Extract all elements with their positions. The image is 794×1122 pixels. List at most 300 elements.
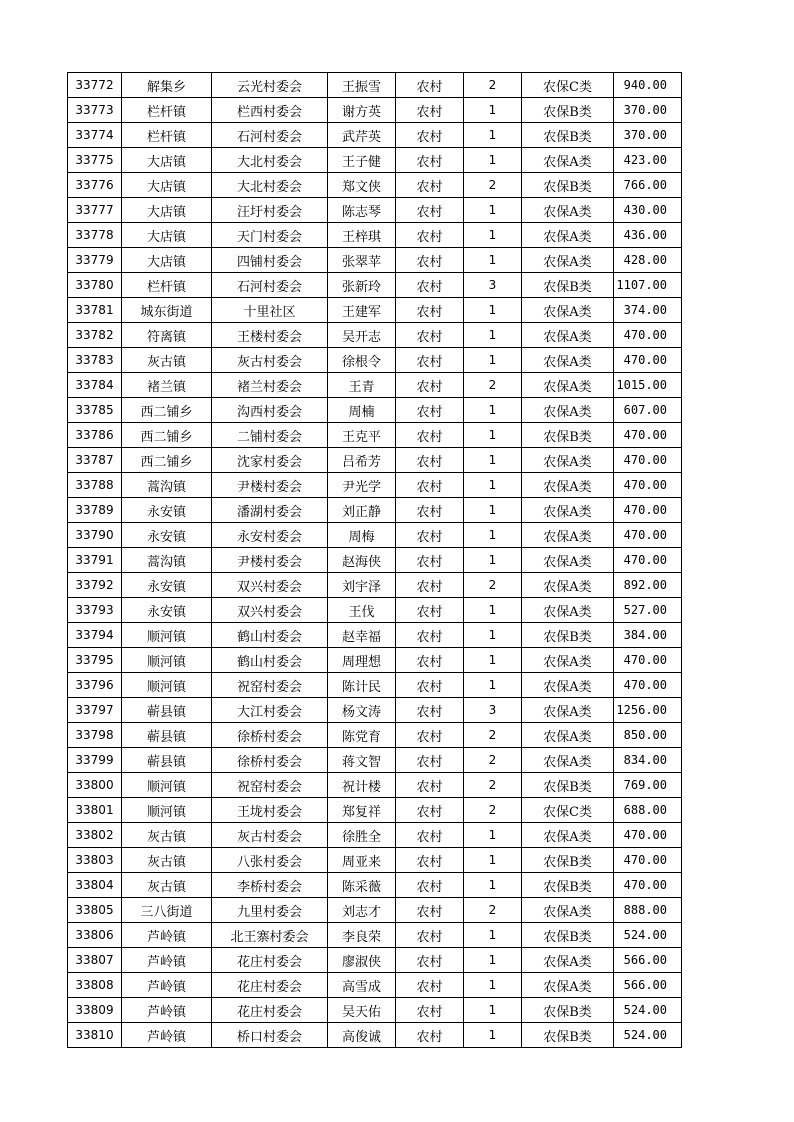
amount-cell: 470.00 [614, 548, 682, 573]
amount-cell: 470.00 [614, 448, 682, 473]
village-cell: 徐桥村委会 [212, 723, 328, 748]
village-cell: 大江村委会 [212, 698, 328, 723]
name-cell: 吕希芳 [328, 448, 396, 473]
name-cell: 王克平 [328, 423, 396, 448]
amount-cell: 470.00 [614, 423, 682, 448]
area-type-cell: 农村 [396, 898, 464, 923]
name-cell: 陈党育 [328, 723, 396, 748]
amount-cell: 1015.00 [614, 373, 682, 398]
record-id-cell: 33790 [68, 523, 122, 548]
insurance-category-cell: 农保A类 [522, 898, 614, 923]
record-id-cell: 33775 [68, 148, 122, 173]
household-count-cell: 1 [464, 548, 522, 573]
name-cell: 周梅 [328, 523, 396, 548]
name-cell: 吴天佑 [328, 998, 396, 1023]
village-cell: 九里村委会 [212, 898, 328, 923]
record-id-cell: 33797 [68, 698, 122, 723]
insurance-category-cell: 农保A类 [522, 198, 614, 223]
area-type-cell: 农村 [396, 123, 464, 148]
area-type-cell: 农村 [396, 948, 464, 973]
record-id-cell: 33809 [68, 998, 122, 1023]
area-type-cell: 农村 [396, 573, 464, 598]
amount-cell: 370.00 [614, 123, 682, 148]
area-type-cell: 农村 [396, 373, 464, 398]
record-id-cell: 33791 [68, 548, 122, 573]
name-cell: 张翠苹 [328, 248, 396, 273]
town-cell: 顺河镇 [122, 673, 212, 698]
record-id-cell: 33776 [68, 173, 122, 198]
name-cell: 刘志才 [328, 898, 396, 923]
record-id-cell: 33799 [68, 748, 122, 773]
household-count-cell: 1 [464, 973, 522, 998]
amount-cell: 470.00 [614, 323, 682, 348]
name-cell: 李良荣 [328, 923, 396, 948]
name-cell: 刘正静 [328, 498, 396, 523]
town-cell: 永安镇 [122, 523, 212, 548]
name-cell: 徐根令 [328, 348, 396, 373]
record-id-cell: 33781 [68, 298, 122, 323]
insurance-category-cell: 农保A类 [522, 573, 614, 598]
insurance-category-cell: 农保C类 [522, 798, 614, 823]
village-cell: 大北村委会 [212, 173, 328, 198]
insurance-category-cell: 农保A类 [522, 973, 614, 998]
village-cell: 灰古村委会 [212, 348, 328, 373]
town-cell: 永安镇 [122, 498, 212, 523]
village-cell: 永安村委会 [212, 523, 328, 548]
table-row [68, 973, 682, 998]
record-id-cell: 33784 [68, 373, 122, 398]
table-row [68, 773, 682, 798]
insurance-category-cell: 农保A类 [522, 373, 614, 398]
amount-cell: 766.00 [614, 173, 682, 198]
name-cell: 武芹英 [328, 123, 396, 148]
record-id-cell: 33806 [68, 923, 122, 948]
village-cell: 鹤山村委会 [212, 648, 328, 673]
record-id-cell: 33778 [68, 223, 122, 248]
record-id-cell: 33773 [68, 98, 122, 123]
household-count-cell: 1 [464, 873, 522, 898]
table-row [68, 998, 682, 1023]
table-row [68, 548, 682, 573]
insurance-category-cell: 农保A类 [522, 448, 614, 473]
name-cell: 祝计楼 [328, 773, 396, 798]
table-row [68, 748, 682, 773]
town-cell: 大店镇 [122, 223, 212, 248]
household-count-cell: 1 [464, 223, 522, 248]
area-type-cell: 农村 [396, 623, 464, 648]
area-type-cell: 农村 [396, 98, 464, 123]
village-cell: 尹楼村委会 [212, 548, 328, 573]
insurance-category-cell: 农保A类 [522, 148, 614, 173]
name-cell: 周亚来 [328, 848, 396, 873]
name-cell: 王伐 [328, 598, 396, 623]
table-row [68, 423, 682, 448]
insurance-category-cell: 农保A类 [522, 473, 614, 498]
household-count-cell: 1 [464, 248, 522, 273]
name-cell: 王振雪 [328, 73, 396, 98]
household-count-cell: 1 [464, 498, 522, 523]
name-cell: 郑文侠 [328, 173, 396, 198]
record-id-cell: 33779 [68, 248, 122, 273]
area-type-cell: 农村 [396, 398, 464, 423]
area-type-cell: 农村 [396, 523, 464, 548]
town-cell: 顺河镇 [122, 648, 212, 673]
record-id-cell: 33804 [68, 873, 122, 898]
town-cell: 芦岭镇 [122, 923, 212, 948]
area-type-cell: 农村 [396, 923, 464, 948]
area-type-cell: 农村 [396, 473, 464, 498]
table-row [68, 398, 682, 423]
insurance-category-cell: 农保B类 [522, 773, 614, 798]
table-row [68, 98, 682, 123]
town-cell: 西二铺乡 [122, 423, 212, 448]
area-type-cell: 农村 [396, 773, 464, 798]
village-cell: 双兴村委会 [212, 573, 328, 598]
name-cell: 周理想 [328, 648, 396, 673]
table-row [68, 73, 682, 98]
household-count-cell: 1 [464, 998, 522, 1023]
amount-cell: 524.00 [614, 923, 682, 948]
record-id-cell: 33782 [68, 323, 122, 348]
area-type-cell: 农村 [396, 823, 464, 848]
record-id-cell: 33801 [68, 798, 122, 823]
village-cell: 十里社区 [212, 298, 328, 323]
household-count-cell: 1 [464, 98, 522, 123]
table-row [68, 198, 682, 223]
name-cell: 尹光学 [328, 473, 396, 498]
table-row [68, 223, 682, 248]
area-type-cell: 农村 [396, 248, 464, 273]
household-count-cell: 1 [464, 948, 522, 973]
insurance-category-cell: 农保A类 [522, 523, 614, 548]
amount-cell: 470.00 [614, 473, 682, 498]
household-count-cell: 1 [464, 123, 522, 148]
household-count-cell: 2 [464, 573, 522, 598]
village-cell: 石河村委会 [212, 273, 328, 298]
amount-cell: 423.00 [614, 148, 682, 173]
record-id-cell: 33783 [68, 348, 122, 373]
household-count-cell: 1 [464, 848, 522, 873]
village-cell: 花庄村委会 [212, 948, 328, 973]
table-row [68, 923, 682, 948]
insurance-category-cell: 农保A类 [522, 748, 614, 773]
area-type-cell: 农村 [396, 798, 464, 823]
area-type-cell: 农村 [396, 298, 464, 323]
record-id-cell: 33795 [68, 648, 122, 673]
amount-cell: 384.00 [614, 623, 682, 648]
town-cell: 灰古镇 [122, 348, 212, 373]
name-cell: 廖淑侠 [328, 948, 396, 973]
area-type-cell: 农村 [396, 148, 464, 173]
town-cell: 顺河镇 [122, 623, 212, 648]
insurance-category-cell: 农保B类 [522, 873, 614, 898]
name-cell: 杨文涛 [328, 698, 396, 723]
village-cell: 潘湖村委会 [212, 498, 328, 523]
household-count-cell: 2 [464, 798, 522, 823]
town-cell: 城东街道 [122, 298, 212, 323]
village-cell: 王楼村委会 [212, 323, 328, 348]
area-type-cell: 农村 [396, 598, 464, 623]
household-count-cell: 2 [464, 898, 522, 923]
village-cell: 石河村委会 [212, 123, 328, 148]
amount-cell: 892.00 [614, 573, 682, 598]
area-type-cell: 农村 [396, 748, 464, 773]
insurance-category-cell: 农保A类 [522, 298, 614, 323]
table-row [68, 798, 682, 823]
insurance-category-cell: 农保B类 [522, 623, 614, 648]
name-cell: 吴开志 [328, 323, 396, 348]
town-cell: 大店镇 [122, 148, 212, 173]
village-cell: 云光村委会 [212, 73, 328, 98]
household-count-cell: 1 [464, 323, 522, 348]
insurance-category-cell: 农保A类 [522, 698, 614, 723]
record-id-cell: 33774 [68, 123, 122, 148]
record-id-cell: 33800 [68, 773, 122, 798]
insurance-category-cell: 农保B类 [522, 423, 614, 448]
village-cell: 北王寨村委会 [212, 923, 328, 948]
village-cell: 灰古村委会 [212, 823, 328, 848]
area-type-cell: 农村 [396, 173, 464, 198]
amount-cell: 470.00 [614, 848, 682, 873]
household-count-cell: 2 [464, 773, 522, 798]
area-type-cell: 农村 [396, 198, 464, 223]
town-cell: 芦岭镇 [122, 973, 212, 998]
name-cell: 周楠 [328, 398, 396, 423]
town-cell: 灰古镇 [122, 848, 212, 873]
table-row [68, 323, 682, 348]
insurance-category-cell: 农保A类 [522, 323, 614, 348]
household-count-cell: 1 [464, 148, 522, 173]
name-cell: 张新玲 [328, 273, 396, 298]
amount-cell: 769.00 [614, 773, 682, 798]
amount-cell: 1107.00 [614, 273, 682, 298]
village-cell: 花庄村委会 [212, 998, 328, 1023]
town-cell: 永安镇 [122, 573, 212, 598]
table-row [68, 498, 682, 523]
table-row [68, 873, 682, 898]
area-type-cell: 农村 [396, 223, 464, 248]
household-count-cell: 1 [464, 448, 522, 473]
record-id-cell: 33793 [68, 598, 122, 623]
table-row [68, 123, 682, 148]
table-row [68, 248, 682, 273]
amount-cell: 834.00 [614, 748, 682, 773]
household-count-cell: 1 [464, 1023, 522, 1048]
household-count-cell: 1 [464, 398, 522, 423]
area-type-cell: 农村 [396, 1023, 464, 1048]
town-cell: 芦岭镇 [122, 948, 212, 973]
table-body [68, 73, 682, 1048]
town-cell: 蒿沟镇 [122, 548, 212, 573]
village-cell: 四铺村委会 [212, 248, 328, 273]
area-type-cell: 农村 [396, 548, 464, 573]
town-cell: 灰古镇 [122, 873, 212, 898]
village-cell: 桥口村委会 [212, 1023, 328, 1048]
town-cell: 蕲县镇 [122, 748, 212, 773]
town-cell: 符离镇 [122, 323, 212, 348]
insurance-category-cell: 农保A类 [522, 348, 614, 373]
record-id-cell: 33788 [68, 473, 122, 498]
table-row [68, 848, 682, 873]
area-type-cell: 农村 [396, 848, 464, 873]
town-cell: 永安镇 [122, 598, 212, 623]
name-cell: 蒋文智 [328, 748, 396, 773]
insurance-category-cell: 农保A类 [522, 948, 614, 973]
town-cell: 解集乡 [122, 73, 212, 98]
record-id-cell: 33792 [68, 573, 122, 598]
name-cell: 谢方英 [328, 98, 396, 123]
household-count-cell: 1 [464, 198, 522, 223]
village-cell: 祝窑村委会 [212, 673, 328, 698]
village-cell: 二铺村委会 [212, 423, 328, 448]
household-count-cell: 1 [464, 648, 522, 673]
amount-cell: 940.00 [614, 73, 682, 98]
record-id-cell: 33803 [68, 848, 122, 873]
amount-cell: 566.00 [614, 948, 682, 973]
table-row [68, 723, 682, 748]
table-row [68, 598, 682, 623]
insurance-category-cell: 农保A类 [522, 248, 614, 273]
amount-cell: 470.00 [614, 523, 682, 548]
household-count-cell: 2 [464, 723, 522, 748]
record-id-cell: 33796 [68, 673, 122, 698]
household-count-cell: 1 [464, 423, 522, 448]
name-cell: 高俊诚 [328, 1023, 396, 1048]
household-count-cell: 2 [464, 173, 522, 198]
insurance-category-cell: 农保A类 [522, 398, 614, 423]
amount-cell: 888.00 [614, 898, 682, 923]
area-type-cell: 农村 [396, 648, 464, 673]
table-row [68, 898, 682, 923]
data-table [67, 72, 682, 1048]
amount-cell: 607.00 [614, 398, 682, 423]
village-cell: 尹楼村委会 [212, 473, 328, 498]
household-count-cell: 2 [464, 373, 522, 398]
name-cell: 王子健 [328, 148, 396, 173]
insurance-category-cell: 农保B类 [522, 998, 614, 1023]
amount-cell: 470.00 [614, 348, 682, 373]
insurance-category-cell: 农保B类 [522, 98, 614, 123]
village-cell: 沟西村委会 [212, 398, 328, 423]
area-type-cell: 农村 [396, 873, 464, 898]
amount-cell: 436.00 [614, 223, 682, 248]
record-id-cell: 33772 [68, 73, 122, 98]
amount-cell: 566.00 [614, 973, 682, 998]
household-count-cell: 2 [464, 748, 522, 773]
insurance-category-cell: 农保B类 [522, 923, 614, 948]
area-type-cell: 农村 [396, 73, 464, 98]
household-count-cell: 1 [464, 473, 522, 498]
table-row [68, 948, 682, 973]
amount-cell: 470.00 [614, 648, 682, 673]
household-count-cell: 1 [464, 298, 522, 323]
table-row [68, 698, 682, 723]
village-cell: 花庄村委会 [212, 973, 328, 998]
name-cell: 刘宇泽 [328, 573, 396, 598]
village-cell: 双兴村委会 [212, 598, 328, 623]
area-type-cell: 农村 [396, 423, 464, 448]
insurance-category-cell: 农保B类 [522, 1023, 614, 1048]
table-row [68, 298, 682, 323]
household-count-cell: 1 [464, 523, 522, 548]
town-cell: 栏杆镇 [122, 123, 212, 148]
household-count-cell: 3 [464, 698, 522, 723]
table-row [68, 573, 682, 598]
town-cell: 大店镇 [122, 173, 212, 198]
area-type-cell: 农村 [396, 348, 464, 373]
town-cell: 西二铺乡 [122, 448, 212, 473]
village-cell: 栏西村委会 [212, 98, 328, 123]
town-cell: 灰古镇 [122, 823, 212, 848]
amount-cell: 850.00 [614, 723, 682, 748]
area-type-cell: 农村 [396, 323, 464, 348]
table-row [68, 623, 682, 648]
table-row [68, 823, 682, 848]
record-id-cell: 33786 [68, 423, 122, 448]
record-id-cell: 33805 [68, 898, 122, 923]
name-cell: 王梓琪 [328, 223, 396, 248]
town-cell: 芦岭镇 [122, 1023, 212, 1048]
household-count-cell: 1 [464, 673, 522, 698]
village-cell: 徐桥村委会 [212, 748, 328, 773]
amount-cell: 428.00 [614, 248, 682, 273]
area-type-cell: 农村 [396, 498, 464, 523]
amount-cell: 524.00 [614, 998, 682, 1023]
amount-cell: 470.00 [614, 823, 682, 848]
record-id-cell: 33807 [68, 948, 122, 973]
area-type-cell: 农村 [396, 698, 464, 723]
household-count-cell: 1 [464, 598, 522, 623]
name-cell: 高雪成 [328, 973, 396, 998]
area-type-cell: 农村 [396, 973, 464, 998]
insurance-category-cell: 农保A类 [522, 548, 614, 573]
insurance-category-cell: 农保B类 [522, 123, 614, 148]
amount-cell: 524.00 [614, 1023, 682, 1048]
amount-cell: 470.00 [614, 873, 682, 898]
record-id-cell: 33810 [68, 1023, 122, 1048]
town-cell: 蕲县镇 [122, 698, 212, 723]
record-id-cell: 33798 [68, 723, 122, 748]
insurance-category-cell: 农保A类 [522, 823, 614, 848]
area-type-cell: 农村 [396, 448, 464, 473]
town-cell: 西二铺乡 [122, 398, 212, 423]
household-count-cell: 1 [464, 348, 522, 373]
table-row [68, 373, 682, 398]
village-cell: 天门村委会 [212, 223, 328, 248]
amount-cell: 374.00 [614, 298, 682, 323]
table-row [68, 173, 682, 198]
name-cell: 郑复祥 [328, 798, 396, 823]
name-cell: 王建军 [328, 298, 396, 323]
village-cell: 八张村委会 [212, 848, 328, 873]
amount-cell: 370.00 [614, 98, 682, 123]
table-row [68, 523, 682, 548]
name-cell: 徐胜全 [328, 823, 396, 848]
insurance-category-cell: 农保B类 [522, 173, 614, 198]
town-cell: 栏杆镇 [122, 273, 212, 298]
table-row [68, 148, 682, 173]
table-row [68, 473, 682, 498]
amount-cell: 430.00 [614, 198, 682, 223]
name-cell: 赵幸福 [328, 623, 396, 648]
table-row [68, 348, 682, 373]
town-cell: 蒿沟镇 [122, 473, 212, 498]
record-id-cell: 33802 [68, 823, 122, 848]
insurance-category-cell: 农保A类 [522, 598, 614, 623]
record-id-cell: 33777 [68, 198, 122, 223]
area-type-cell: 农村 [396, 273, 464, 298]
village-cell: 李桥村委会 [212, 873, 328, 898]
